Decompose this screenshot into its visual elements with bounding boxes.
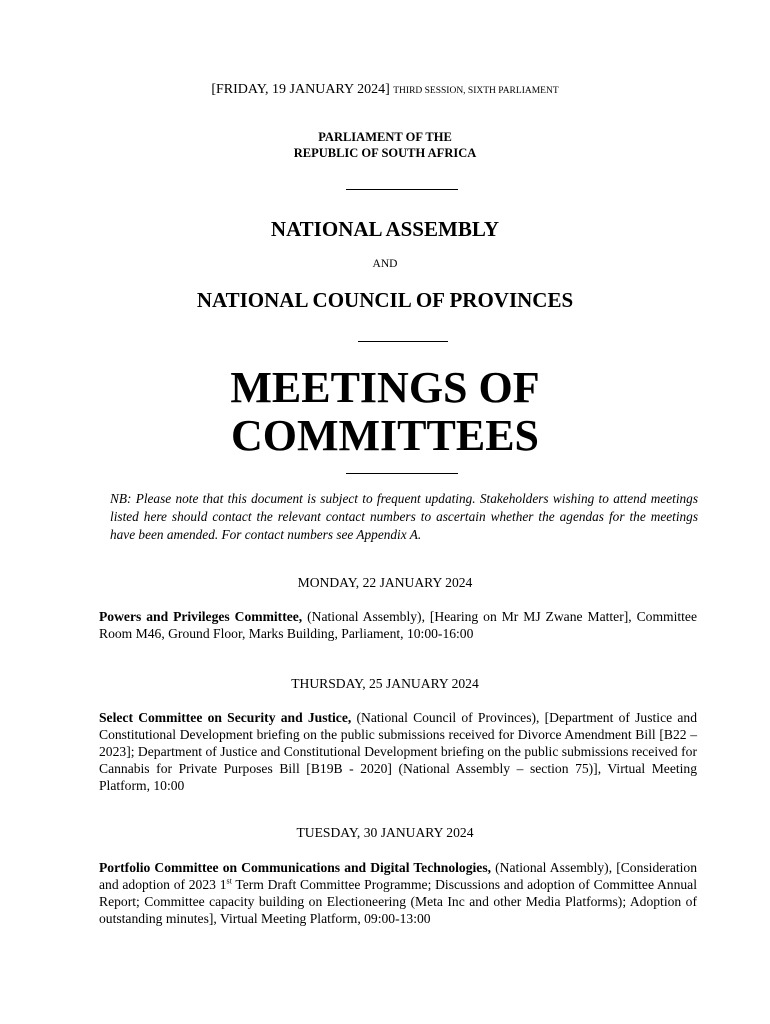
- parliament-line-1: PARLIAMENT OF THE: [318, 130, 452, 144]
- committee-name: Portfolio Committee on Communications and Digital Technologies,: [99, 860, 492, 875]
- divider: [358, 341, 448, 342]
- meeting-details: (National Council of Provinces), [Department of Justice and Constitutional Development briefing on the public submissions received for Divorce Amendment Bill [B22 – 2023]; Department of Justice and Constitutional Development briefing on the public submissions received for Cannabis for Private Purposes Bill [B19B - 2020] (National Assembly – section 75)], Virtual Meeting Platform, 10:00: [99, 710, 697, 793]
- meeting-entry: [99, 859, 697, 927]
- title-line-2: COMMITTEES: [230, 411, 540, 460]
- committee-name: Powers and Privileges Committee,: [99, 609, 303, 624]
- parliament-name: [0, 129, 770, 161]
- divider: [346, 473, 458, 474]
- session-label: THIRD SESSION, SIXTH PARLIAMENT: [393, 86, 559, 96]
- day-heading: MONDAY, 22 JANUARY 2024: [297, 575, 473, 590]
- notice-paragraph: NB: Please note that this document is subject to frequent updating. Stakeholders wishing to attend meetings listed here should contact the relevant contact numbers to ascertain whether the agendas for the meetings have been amended. For contact numbers see Appendix A.: [110, 491, 698, 542]
- title-line-1: MEETINGS OF: [230, 363, 540, 412]
- divider: [346, 189, 458, 190]
- meeting-entry: [99, 709, 697, 794]
- house-ncop: NATIONAL COUNCIL OF PROVINCES: [196, 288, 574, 312]
- day-heading: TUESDAY, 30 JANUARY 2024: [296, 825, 474, 840]
- session-header: [0, 82, 770, 98]
- meeting-details-continued: Term Draft Committee Programme; Discussions and adoption of Committee Annual Report; Committee capacity building on Electioneering (Meta Inc and other Media Platforms); Adoption of outstanding minutes], Virtual Meeting Platform, 09:00-13:00: [99, 877, 697, 926]
- document-title: [0, 364, 770, 460]
- day-heading: THURSDAY, 25 JANUARY 2024: [291, 676, 479, 691]
- house-conjunction: AND: [372, 258, 398, 270]
- meeting-entry: [99, 608, 697, 642]
- parliament-line-2: REPUBLIC OF SOUTH AFRICA: [293, 146, 477, 160]
- sitting-date: [FRIDAY, 19 JANUARY 2024]: [211, 82, 390, 97]
- meeting-details: (National Assembly), [Hearing on Mr MJ Zwane Matter], Committee Room M46, Ground Floor, Marks Building, Parliament, 10:00-16:00: [99, 609, 697, 641]
- house-national-assembly: NATIONAL ASSEMBLY: [270, 217, 500, 241]
- committee-name: Select Committee on Security and Justice,: [99, 710, 352, 725]
- meeting-details: (National Assembly), [Consideration and adoption of 2023 1: [99, 860, 697, 892]
- ordinal-suffix: st: [226, 876, 232, 886]
